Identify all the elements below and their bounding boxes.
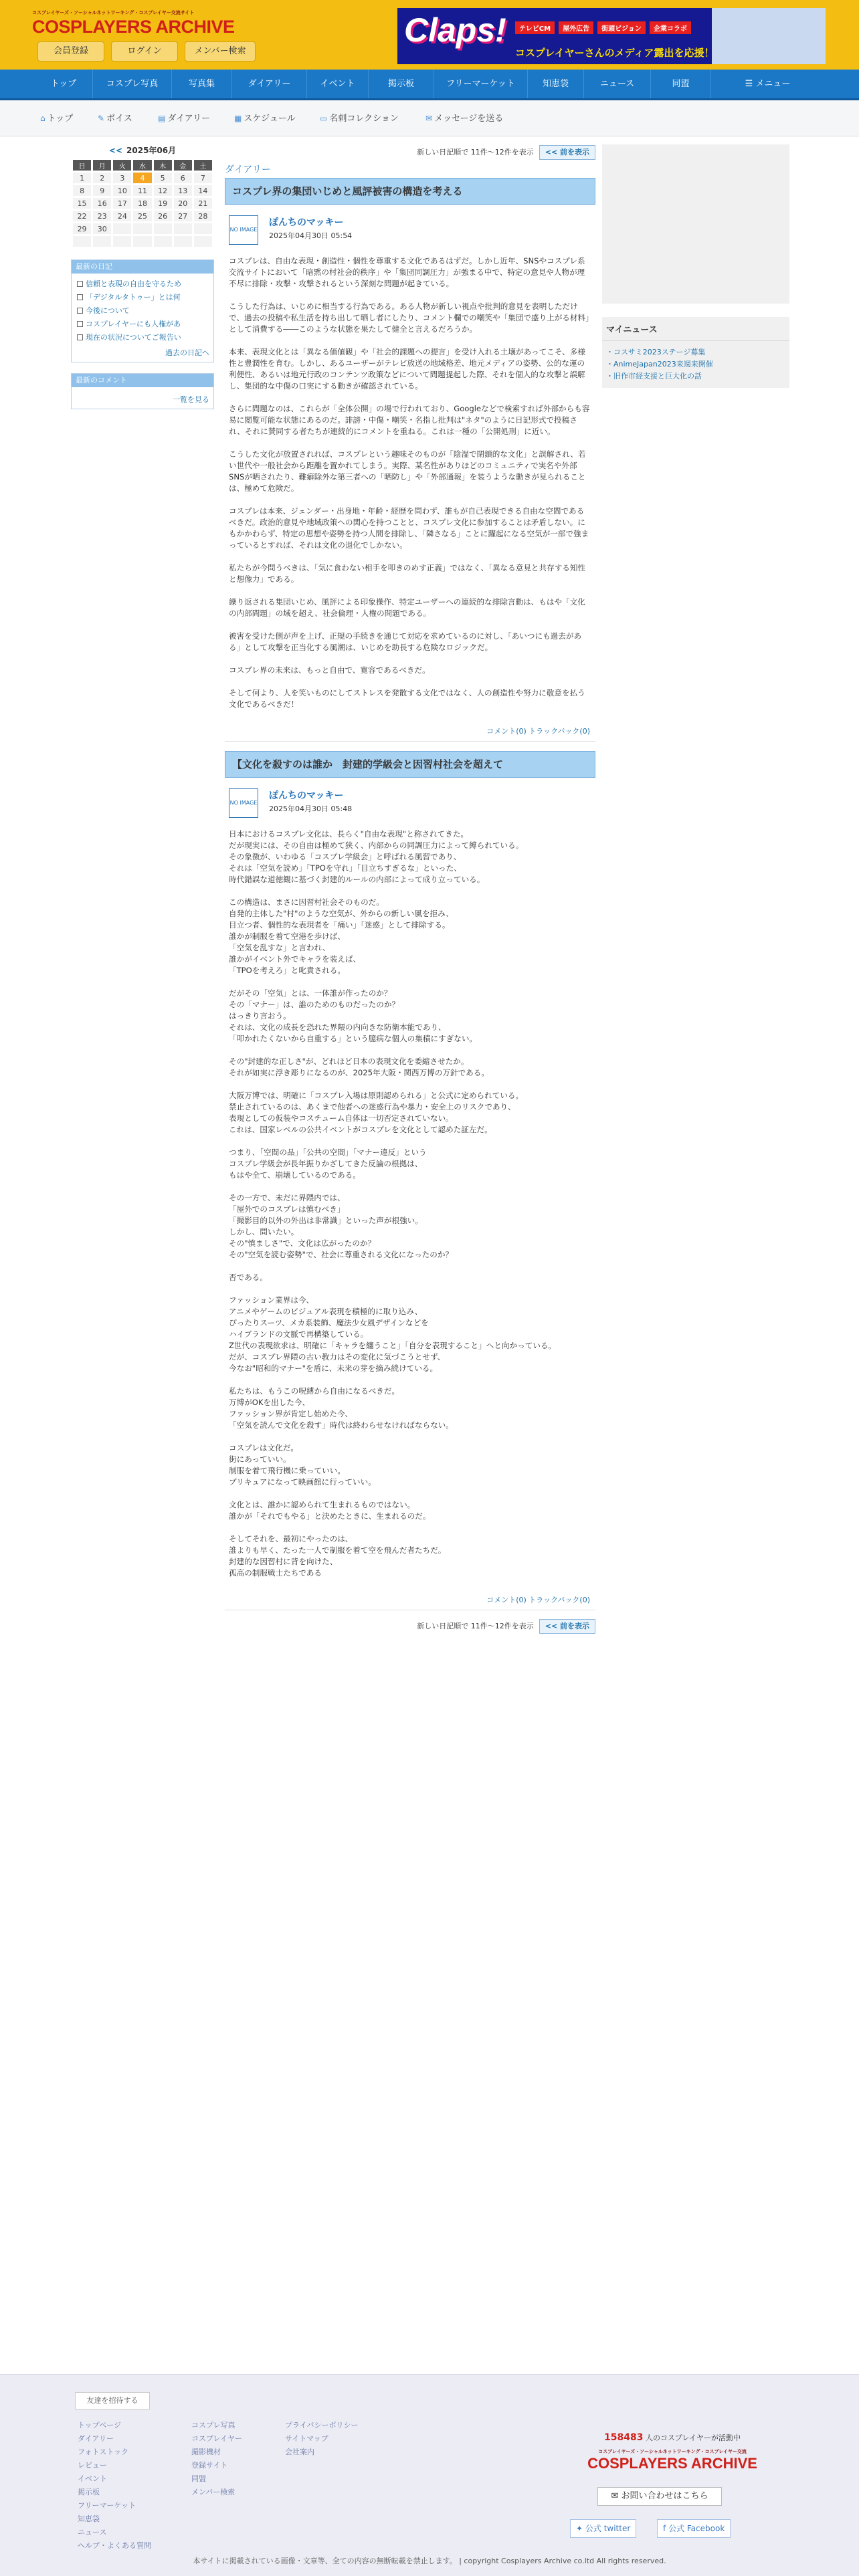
recent-diary-label: 今後について <box>86 306 130 315</box>
ad-title: Claps! <box>404 11 506 49</box>
facebook-icon: f <box>663 2524 666 2533</box>
twitter-button[interactable] <box>570 2519 636 2538</box>
avatar[interactable]: NO IMAGE <box>229 215 258 245</box>
sub-nav <box>0 100 859 136</box>
comments-list-link[interactable]: 一覧を見る <box>173 395 209 404</box>
footer-link[interactable]: 登録サイト <box>191 2461 228 2470</box>
copyright: 本サイトに掲載されている画像・文章等、全ての内容の無断転載を禁止します。 | copyright Cosplayers Archive co.ltd All rights reserved. <box>193 2557 666 2565</box>
recent-diary-label: 現在の状況についてご報告い <box>86 333 181 342</box>
post-paragraph: この構造は、まさに因習村社会そのものだ。 自発的主体した"村"のような空気が、外からの新しい風を拒み、 目立つ者、個性的な表現者を「痛い」「迷惑」として排除する。 誰かが制服を着て空港を歩けば、 「空気を乱すな」と言われ、 誰かがイベント外でキャラを装えば、 「TPOを考えろ」と叱責される。 <box>229 897 454 975</box>
nav-item-board[interactable]: 掲示板 <box>368 70 434 98</box>
site-footer <box>0 2374 859 2576</box>
diary-post <box>225 751 595 1610</box>
calendar-weekday: 土 <box>194 160 212 171</box>
calendar-day[interactable]: 16 <box>93 198 111 209</box>
megaphone-icon: ✎ <box>98 114 105 123</box>
post-title[interactable]: コスプレ界の集団いじめと風評被害の構造を考える <box>225 178 595 205</box>
footer-links-col2 <box>191 2419 242 2499</box>
post-paragraph: そして何より、人を笑いものにしてストレスを発散する文化ではなく、人の創造性や努力に敬意を払う文化であるべきだ！ <box>229 688 585 709</box>
post-body <box>225 249 595 710</box>
calendar-day[interactable]: 4 <box>133 173 151 183</box>
nav-item-flea-market[interactable]: フリーマーケット <box>434 70 527 98</box>
calendar-day[interactable]: 15 <box>73 198 91 209</box>
author-name[interactable]: ぽんちのマッキー <box>269 217 344 228</box>
calendar-day[interactable]: 24 <box>113 211 131 221</box>
facebook-label: 公式 Facebook <box>668 2524 725 2533</box>
post-paragraph: 繰り返される集団いじめ、風評による印象操作、特定ユーザーへの連続的な排除言動は、もはや「文化の内部問題」の域を超え、社会倫理・人権の問題である。 <box>229 597 585 618</box>
calendar-day <box>73 236 91 247</box>
footer-logo-text: COSPLAYERS ARCHIVE <box>587 2455 757 2472</box>
calendar-day[interactable]: 1 <box>73 173 91 183</box>
pager-top <box>225 144 595 162</box>
footer-logo-tagline: コスプレイヤーズ・ソーシャルネットワーキング・コスプレイヤー交流 <box>598 2449 747 2454</box>
recent-diary-item[interactable] <box>77 318 211 331</box>
subnav-item-send-message[interactable] <box>425 100 503 136</box>
post-paragraph: こうした文化が放置されれば、コスプレという趣味そのものが「陰湿で閉鎖的な文化」と誤解され、若い世代や一般社会から距離を置かれてしまう。実際、某名性がありほどのコミュニティで実名や外部SNSが晒されたり、難癖除外な第三者への「晒防し」や「外部通報」を装うような動きが見られることは、極めて危険だ。 <box>229 449 586 493</box>
mail-icon: ✉ <box>611 2491 619 2501</box>
post-paragraph: 被害を受けた側が声を上げ、正規の手続きを通じて対応を求めているのに対し、「あいつにも過去がある」として攻撃を正当化する風潮は、いじめを助長する危険なロジックだ。 <box>229 631 582 652</box>
recent-diary-item[interactable] <box>77 304 211 318</box>
post-footer-links[interactable]: コメント(0) トラックバック(0) <box>225 1590 595 1610</box>
post-body <box>225 822 595 1579</box>
footer-link[interactable]: イベント <box>78 2474 107 2483</box>
twitter-icon: ✦ <box>576 2524 583 2533</box>
member-count <box>575 2432 769 2443</box>
mail-icon: ✉ <box>425 114 433 123</box>
recent-diary-item[interactable] <box>77 331 211 344</box>
pager-prev-button[interactable]: << 前を表示 <box>539 1619 595 1634</box>
calendar-day[interactable]: 28 <box>194 211 212 221</box>
right-sidebar <box>602 144 789 388</box>
calendar-day <box>154 236 172 247</box>
login-button[interactable]: ログイン <box>111 41 178 62</box>
recent-comments-heading: 最新のコメント <box>72 374 213 387</box>
subnav-label: トップ <box>47 114 74 124</box>
subnav-label: ボイス <box>106 114 132 124</box>
subnav-item-card-collection[interactable] <box>320 100 399 136</box>
subnav-item-schedule[interactable] <box>234 100 296 136</box>
pager-text: 新しい日記順で 11件〜12件を表示 <box>417 1622 534 1630</box>
footer-link[interactable]: ヘルプ・よくある質問 <box>78 2541 151 2550</box>
calendar-day[interactable]: 23 <box>93 211 111 221</box>
menu-label: メニュー <box>755 79 791 89</box>
nav-item-cosplay-photos[interactable]: コスプレ写真 <box>92 70 171 98</box>
calendar-day[interactable]: 22 <box>73 211 91 221</box>
calendar-prev-link[interactable]: << <box>108 146 122 155</box>
calendar-day[interactable]: 20 <box>174 198 192 209</box>
invite-friends-button[interactable]: 友達を招待する <box>75 2392 150 2409</box>
calendar-day[interactable]: 7 <box>194 173 212 183</box>
checkbox-icon <box>77 308 83 314</box>
post-title[interactable]: 【文化を殺すのは誰か 封建的学級会と因習村社会を超えて <box>225 751 595 778</box>
calendar-icon: ▦ <box>234 114 242 123</box>
post-paragraph: その一方で、未だに界隈内では、 「屋外でのコスプレは慎むべき」 「撮影目的以外の外出は非常識」といった声が根強い。 しかし、問いたい。 その"慎ましさ"で、文化は広がったのか？ その"空気を読む姿勢"で、社会に尊重される文化になったのか？ <box>229 1193 454 1259</box>
calendar-weekday: 火 <box>113 160 131 171</box>
calendar-week <box>73 211 212 221</box>
calendar-weekday: 日 <box>73 160 91 171</box>
news-item-label: 旧作市経支援と巨大化の話 <box>613 372 702 381</box>
news-item[interactable]: ・コスサミ2023ステージ募集 <box>606 348 706 356</box>
footer-link[interactable]: 知恵袋 <box>78 2514 100 2523</box>
logo-text: COSPLAYERS ARCHIVE <box>32 17 235 37</box>
calendar-day[interactable]: 19 <box>154 198 172 209</box>
footer-link[interactable]: 同盟 <box>191 2474 206 2483</box>
calendar-title: 2025年06月 <box>126 146 177 155</box>
calendar-day[interactable]: 21 <box>194 198 212 209</box>
my-news-heading: マイニュース <box>602 317 789 341</box>
footer-links-col3 <box>285 2419 358 2459</box>
nav-item-alliance[interactable]: 同盟 <box>650 70 710 98</box>
calendar-week <box>73 173 212 183</box>
calendar-day[interactable]: 10 <box>113 185 131 196</box>
nav-item-diary[interactable]: ダイアリー <box>231 70 306 98</box>
hamburger-icon: ☰ <box>745 79 753 89</box>
post-paragraph: 日本におけるコスプレ文化は、長らく"自由な表現"と称されてきた。 だが現実には、その自由は極めて狭く、内部からの同調圧力によって縛られている。 その象徴が、いわゆる「コスプレ学級会」と呼ばれる風習であり、 それは「空気を読め」「TPOを守れ」「目立ちすぎるな」といった、 時代錯誤な道徳観に基づく封建的ルールの内部によって成り立っている。 <box>229 829 524 884</box>
avatar[interactable]: NO IMAGE <box>229 788 258 818</box>
calendar-day[interactable]: 26 <box>154 211 172 221</box>
calendar-week <box>73 223 212 234</box>
news-item-label: AnimeJapan2023来週来開催 <box>613 360 713 368</box>
diary-post <box>225 162 595 742</box>
calendar-day[interactable]: 29 <box>73 223 91 234</box>
past-diary-link[interactable]: 過去の日記へ <box>165 348 209 357</box>
calendar-day <box>113 223 131 234</box>
calendar-day[interactable]: 17 <box>113 198 131 209</box>
post-paragraph: 本来、表現文化とは「異なる価値観」や「社会的課題への提言」を受け入れる土壌があってこそ、多様性と豊潤性を育む。しかし、あるユーザーがテレビ放送の地域格差、地元メディアの姿勢、公的な運の利便性、あるいは地元行政のコンテンツ政策などについて問題提起した際、それを個人的な攻撃と誤解し、集団的な中傷の口実にする動きが確認されている。 <box>229 347 585 391</box>
subnav-item-top[interactable] <box>40 100 73 136</box>
ad-tag: 街頭ビジョン <box>597 21 646 34</box>
author-name[interactable]: ぽんちのマッキー <box>269 790 344 801</box>
home-icon: ⌂ <box>40 114 45 123</box>
footer-links-col1 <box>78 2419 151 2553</box>
nav-item-photobooks[interactable]: 写真集 <box>171 70 231 98</box>
post-category[interactable]: ダイアリー <box>225 165 271 175</box>
subnav-item-diary[interactable] <box>158 100 210 136</box>
calendar-day[interactable]: 3 <box>113 173 131 183</box>
post-paragraph: だがその「空気」とは、一体誰が作ったのか？ その「マナー」は、誰のためのものだったのか？ はっきり言おう。 それは、文化の成長を恐れた界隈の内向きな防衛本能であり、 「叩かれたくないから自重する」という臆病な個人の集積にすぎない。 <box>229 988 478 1043</box>
recent-diary-label: コスプレイヤーにも人権があ <box>86 320 181 328</box>
calendar-day[interactable]: 12 <box>154 185 172 196</box>
checkbox-icon <box>77 334 83 340</box>
recent-diary-item[interactable] <box>77 278 211 291</box>
calendar-week <box>73 198 212 209</box>
footer-link[interactable]: フォトストック <box>78 2448 129 2456</box>
facebook-button[interactable] <box>657 2519 731 2538</box>
nav-menu-button[interactable] <box>710 70 824 98</box>
diary-icon: ▤ <box>158 114 166 123</box>
post-paragraph: コスプレは、自由な表現・創造性・個性を尊重する文化であるはずだ。しかし近年、SNSやコスプレ系交流サイトにおいて「暗黙の村社会的秩序」や「集団同調圧力」が強まる中で、特定の意見や人物が理不尽に排除・攻撃・攻撃されるという深刻な問題が起きている。 <box>229 256 585 288</box>
calendar-day <box>133 223 151 234</box>
calendar-day <box>194 236 212 247</box>
post-paragraph: コスプレ界の未来は、もっと自由で、寛容であるべきだ。 <box>229 665 430 675</box>
pager-text: 新しい日記順で 11件〜12件を表示 <box>417 148 534 156</box>
calendar-weekday: 金 <box>174 160 192 171</box>
footer-link[interactable]: 掲示板 <box>78 2488 100 2496</box>
calendar-header <box>71 144 214 158</box>
nav-item-top[interactable]: トップ <box>50 79 77 89</box>
subnav-label: メッセージを送る <box>434 114 504 124</box>
pager-bottom <box>225 1618 595 1636</box>
post-paragraph: 私たちは、もうこの呪縛から自由になるべきだ。 万博がOKを出した今、 ファッション界が肯定し始めた今、 「空気を読んで文化を殺す」時代は終わらせなければならない。 <box>229 1386 454 1430</box>
calendar-weekday: 月 <box>93 160 111 171</box>
member-count-text: 人のコスプレイヤーが活動中 <box>645 2434 741 2442</box>
main-nav <box>0 70 859 100</box>
member-count-number: 158483 <box>604 2432 644 2443</box>
calendar-week <box>73 236 212 247</box>
post-author <box>225 784 595 822</box>
right-ad-slot <box>602 144 789 304</box>
recent-diary-label: 信頼と表現の自由を守るため <box>86 280 181 288</box>
recent-diary-label: 「デジタルタトゥー」とは何 <box>86 293 181 302</box>
calendar-day[interactable]: 5 <box>154 173 172 183</box>
ad-tags <box>515 21 695 34</box>
calendar-day[interactable]: 2 <box>93 173 111 183</box>
site-logo[interactable] <box>32 9 235 43</box>
calendar <box>71 158 214 249</box>
nav-item-news[interactable]: ニュース <box>583 70 650 98</box>
calendar-day[interactable]: 9 <box>93 185 111 196</box>
nav-item-events[interactable]: イベント <box>306 70 368 98</box>
footer-link[interactable]: レビュー <box>78 2461 107 2470</box>
ad-subtitle: コスプレイヤーさんのメディア露出を応援！ <box>515 47 714 59</box>
post-paragraph: 否である。 <box>229 1273 268 1282</box>
calendar-day <box>174 236 192 247</box>
my-news-box <box>602 317 789 388</box>
diary-main <box>225 144 595 1636</box>
calendar-day[interactable]: 18 <box>133 198 151 209</box>
footer-link[interactable]: コスプレイヤー <box>191 2434 243 2443</box>
calendar-week <box>73 185 212 196</box>
post-paragraph: 文化とは、誰かに認められて生まれるものではない。 誰かが「それでもやる」と決めたときに、生まれるのだ。 <box>229 1500 431 1521</box>
subnav-label: 名刺コレクション <box>329 114 399 124</box>
post-paragraph: 私たちが今問うべきは、「気に食わない相手を叩きのめす正義」ではなく、「異なる意見と共存する知性と想像力」である。 <box>229 563 586 584</box>
header-ad-banner[interactable] <box>397 8 826 64</box>
site-header <box>0 0 859 70</box>
calendar-day <box>194 223 212 234</box>
logo-tagline: コスプレイヤーズ・ソーシャルネットワーキング・コスプレイヤー交流サイト <box>32 10 195 15</box>
post-paragraph: こうした行為は、いじめに相当する行為である。ある人物が新しい視点や批判的意見を表明しただけで、過去の投稿や私生活を持ち出して晒し者にしたり、コメント欄での嘲笑や「集団で盛り上がる材料」として消費する――このような状態を果たして健全と言えるだろうか。 <box>229 302 589 334</box>
calendar-day <box>113 236 131 247</box>
left-sidebar <box>71 144 214 409</box>
checkbox-icon <box>77 321 83 327</box>
post-date: 2025年04月30日 05:48 <box>269 804 353 813</box>
recent-diary-item[interactable] <box>77 291 211 304</box>
post-paragraph: つまり、「空間の品」「公共の空間」「マナー違反」という コスプレ学級会が長年振りかざしてきた反論の根拠は、 もはや全て、崩壊しているのである。 <box>229 1148 427 1180</box>
footer-link[interactable]: トップページ <box>78 2421 122 2430</box>
twitter-label: 公式 twitter <box>585 2524 631 2533</box>
calendar-day[interactable]: 25 <box>133 211 151 221</box>
footer-link[interactable]: フリーマーケット <box>78 2501 136 2510</box>
calendar-day <box>133 236 151 247</box>
subnav-item-voice[interactable] <box>98 100 132 136</box>
calendar-day[interactable]: 11 <box>133 185 151 196</box>
post-paragraph: そしてそれを、最初にやったのは、 誰よりも早く、たった一人で制服を着て空を飛んだ者たちだ。 封建的な因習村に背を向けた、 孤高の制服戦士たちである <box>229 1534 446 1578</box>
post-paragraph: ファッション業界は今、 アニメやゲームのビジュアル表現を積極的に取り込み、 ぴったりスーツ、メカ系装飾、魔法少女風デザインなどを ハイブランドの文脈で再構築している。 Z世代の表現欲求は、明確に「キャラを纏うこと」「自分を表現すること」へと向かっている。 だが、コスプレ界隈の古い教力はその変化に気づこうとせず、 今なお"昭和的マナー"を盾に、未来の芽を摘み続けている。 <box>229 1295 557 1373</box>
calendar-weekday: 木 <box>154 160 172 171</box>
subnav-label: スケジュール <box>244 114 296 124</box>
ad-tag: 屋外広告 <box>559 21 593 34</box>
footer-link[interactable]: 会社案内 <box>285 2448 314 2456</box>
footer-link[interactable]: ダイアリー <box>78 2434 114 2443</box>
ad-character-image <box>712 8 826 64</box>
calendar-day[interactable]: 27 <box>174 211 192 221</box>
register-button[interactable]: 会員登録 <box>37 41 104 62</box>
calendar-day <box>93 236 111 247</box>
calendar-day[interactable]: 8 <box>73 185 91 196</box>
subnav-label: ダイアリー <box>167 114 211 124</box>
recent-comments-box <box>71 373 214 409</box>
card-icon: ▭ <box>320 114 328 123</box>
footer-logo[interactable] <box>575 2448 769 2472</box>
footer-link[interactable]: ニュース <box>78 2528 107 2537</box>
checkbox-icon <box>77 294 83 300</box>
footer-link[interactable]: メンバー検索 <box>191 2488 235 2496</box>
contact-label: お問い合わせはこちら <box>621 2491 708 2501</box>
calendar-weekday: 水 <box>133 160 151 171</box>
calendar-day[interactable]: 14 <box>194 185 212 196</box>
news-item[interactable]: ・AnimeJapan2023来週来開催 <box>606 360 713 368</box>
post-paragraph: 大阪万博では、明確に「コスプレ入場は原則認められる」と公式に定められている。 禁止されているのは、あくまで他者への迷惑行為や暴力・安全上のリスクであり、 表現としての仮装やコスチューム自体は一切否定されていない。 これは、国家レベルの公共イベントがコスプレを文化として認めた証左だ。 <box>229 1091 524 1134</box>
ad-tag: テレビCM <box>515 21 555 34</box>
post-paragraph: その"封建的な正しさ"が、どれほど日本の表現文化を委縮させたか。 それが如実に浮き彫りになるのが、2025年大阪・関西万博の万針である。 <box>229 1057 489 1077</box>
footer-link[interactable]: プライバシーポリシー <box>285 2421 359 2430</box>
calendar-day[interactable]: 6 <box>174 173 192 183</box>
recent-diary-heading: 最新の日記 <box>72 260 213 274</box>
calendar-day <box>154 223 172 234</box>
calendar-day[interactable]: 13 <box>174 185 192 196</box>
post-date: 2025年04月30日 05:54 <box>269 231 353 240</box>
pager-prev-button[interactable]: << 前を表示 <box>539 145 595 160</box>
news-item-label: コスサミ2023ステージ募集 <box>613 348 706 356</box>
post-author <box>225 211 595 249</box>
calendar-day <box>174 223 192 234</box>
post-paragraph: さらに問題なのは、これらが「全体公開」の場で行われており、Googleなどで検索すれば外部からも容易に閲覧可能な状態にあるのだ。誹謗・中傷・嘲笑・名指し批判は"ネタ"のように日記形式で投稿され、それに賛同する者たちが連続的にコメントを重ねる。これは一種の「公開処刑」に近い。 <box>229 404 590 436</box>
footer-link[interactable]: 撮影機材 <box>191 2448 221 2456</box>
contact-button[interactable] <box>597 2487 722 2506</box>
ad-tag: 企業コラボ <box>650 21 691 34</box>
recent-diary-box <box>71 259 214 362</box>
post-paragraph: コスプレは文化だ。 街にあっていい。 制服を着て飛行機に乗っていい。 プリキュアになって映画館に行っていい。 <box>229 1443 376 1487</box>
news-item[interactable]: ・旧作市経支援と巨大化の話 <box>606 372 702 381</box>
post-paragraph: コスプレは本来、ジェンダー・出身地・年齢・経歴を問わず、誰もが自己表現できる自由な空間であるべきだ。政治的意見や地域政策への関心を持つことと、コスプレ文化に参加することは矛盾しない。にもかかわらず、特定の思想や姿勢を持つ人間を排除し、「隣さなる」ことに躍起になる空気が一部で強まっているとすれば、それは文化の退化でしかない。 <box>229 506 589 550</box>
footer-link[interactable]: コスプレ写真 <box>191 2421 235 2430</box>
footer-link[interactable]: サイトマップ <box>285 2434 328 2443</box>
nav-item-qa[interactable]: 知恵袋 <box>527 70 583 98</box>
calendar-day[interactable]: 30 <box>93 223 111 234</box>
checkbox-icon <box>77 281 83 287</box>
member-search-button[interactable]: メンバー検索 <box>185 41 256 62</box>
post-footer-links[interactable]: コメント(0) トラックバック(0) <box>225 722 595 742</box>
